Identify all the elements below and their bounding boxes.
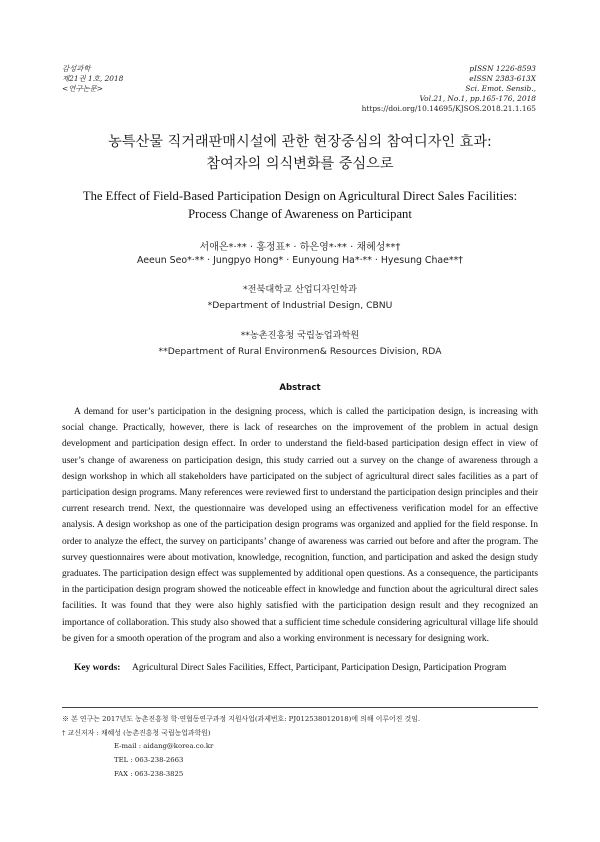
volume-pages: Vol.21, No.1, pp.165-176, 2018 <box>419 94 536 103</box>
abstract-body: A demand for user’s participation in the designing process, which is called the participation design, is increasing with social change. Practically, however, there is lack of researches on the improvement of the problem in actual design development and participation design effect. In order to understand the field-based participation design effect in view of user’s change of awareness on participation design, this study carried out a survey on the change of awareness through a design workshop in which all stakeholders have participated on the subject of agricultural direct sales facilities as a part of participation design programs. Many references were reviewed first to understand the participation design principles and their current research trend. Next, the questionnaire was developed using an effectiveness verification model for an effective analysis. A design workshop as one of the participation design programs was organized and applied for the field response. In order to analyze the effect, the survey on participants’ change of awareness was carried out before and after the program. The survey questionnaires were about motivation, knowledge, recognition, function, and participation and asked the design study graduates. The participation design effect was supplemented by additional open questions. As a consequence, the participants in the participation design program showed the noticeable effect in knowledge and function about the agricultural direct sales facilities. It was found that they were also highly satisfied with the participation design result and they recognized an importance of collaboration. This study also showed that a sufficient time schedule considering agricultural village life should be given for a smooth operation of the program and also a working environment is necessary for designing work. <box>62 407 538 644</box>
corresponding-author: † 교신저자 : 채혜성 (농촌진흥청 국립농업과학원) <box>62 728 211 737</box>
title-korean-line1: 농특산물 직거래판매시설에 관한 현장중심의 참여디자인 효과: <box>108 134 492 150</box>
title-english <box>0 187 600 223</box>
affiliation-2 <box>0 328 600 360</box>
affiliation-1-korean: *전북대학교 산업디자인학과 <box>242 284 357 295</box>
doi-link[interactable]: https://doi.org/10.14695/KJSOS.2018.21.1.165 <box>361 104 536 113</box>
journal-abbrev: Sci. Emot. Sensib., <box>465 84 536 93</box>
corresponding-email[interactable]: E-mail : aidang@korea.co.kr <box>114 742 214 751</box>
affiliation-1 <box>0 282 600 314</box>
article-type: <연구논문> <box>62 84 103 93</box>
funding-note: ※ 본 연구는 2017년도 농촌진흥청 학·연협동연구과정 지원사업(과제번호: PJ012538012018)에 의해 이루어진 것임. <box>62 715 421 723</box>
abstract-heading: Abstract <box>279 383 321 393</box>
keywords-value: Agricultural Direct Sales Facilities, Effect, Participant, Participation Design, Participation Program <box>132 663 507 673</box>
corresponding-tel: TEL : 063-238-2663 <box>114 756 184 765</box>
keywords <box>62 660 538 677</box>
authors-korean: 서애은*·** · 홍정표* · 하은영*·** · 채혜성**† <box>199 242 401 253</box>
title-korean <box>0 131 600 175</box>
pissn: pISSN 1226-8593 <box>469 64 536 73</box>
title-english-line1: The Effect of Field-Based Participation Design on Agricultural Direct Sales Facilities: <box>82 189 518 203</box>
footnote-divider <box>62 707 538 708</box>
eissn: eISSN 2383-613X <box>469 74 536 83</box>
journal-name-ko: 감성과학 <box>62 64 91 73</box>
journal-header-left <box>62 64 123 94</box>
journal-header-right <box>362 64 536 114</box>
affiliation-1-english: *Department of Industrial Design, CBNU <box>207 300 393 311</box>
journal-volume-ko: 제21권 1호, 2018 <box>62 74 124 83</box>
footnotes <box>62 713 538 782</box>
corresponding-fax: FAX : 063-238-3825 <box>114 769 184 778</box>
title-english-line2: Process Change of Awareness on Participant <box>188 207 412 221</box>
authors-english: Aeeun Seo*·** · Jungpyo Hong* · Eunyoung Ha*·** · Hyesung Chae**† <box>136 255 463 266</box>
keywords-label: Key words: <box>74 663 121 673</box>
affiliation-2-english: **Department of Rural Environmen& Resources Division, RDA <box>158 346 442 357</box>
affiliation-2-korean: **농촌진흥청 국립농업과학원 <box>240 330 360 341</box>
title-korean-line2: 참여자의 의식변화를 중심으로 <box>206 156 394 172</box>
